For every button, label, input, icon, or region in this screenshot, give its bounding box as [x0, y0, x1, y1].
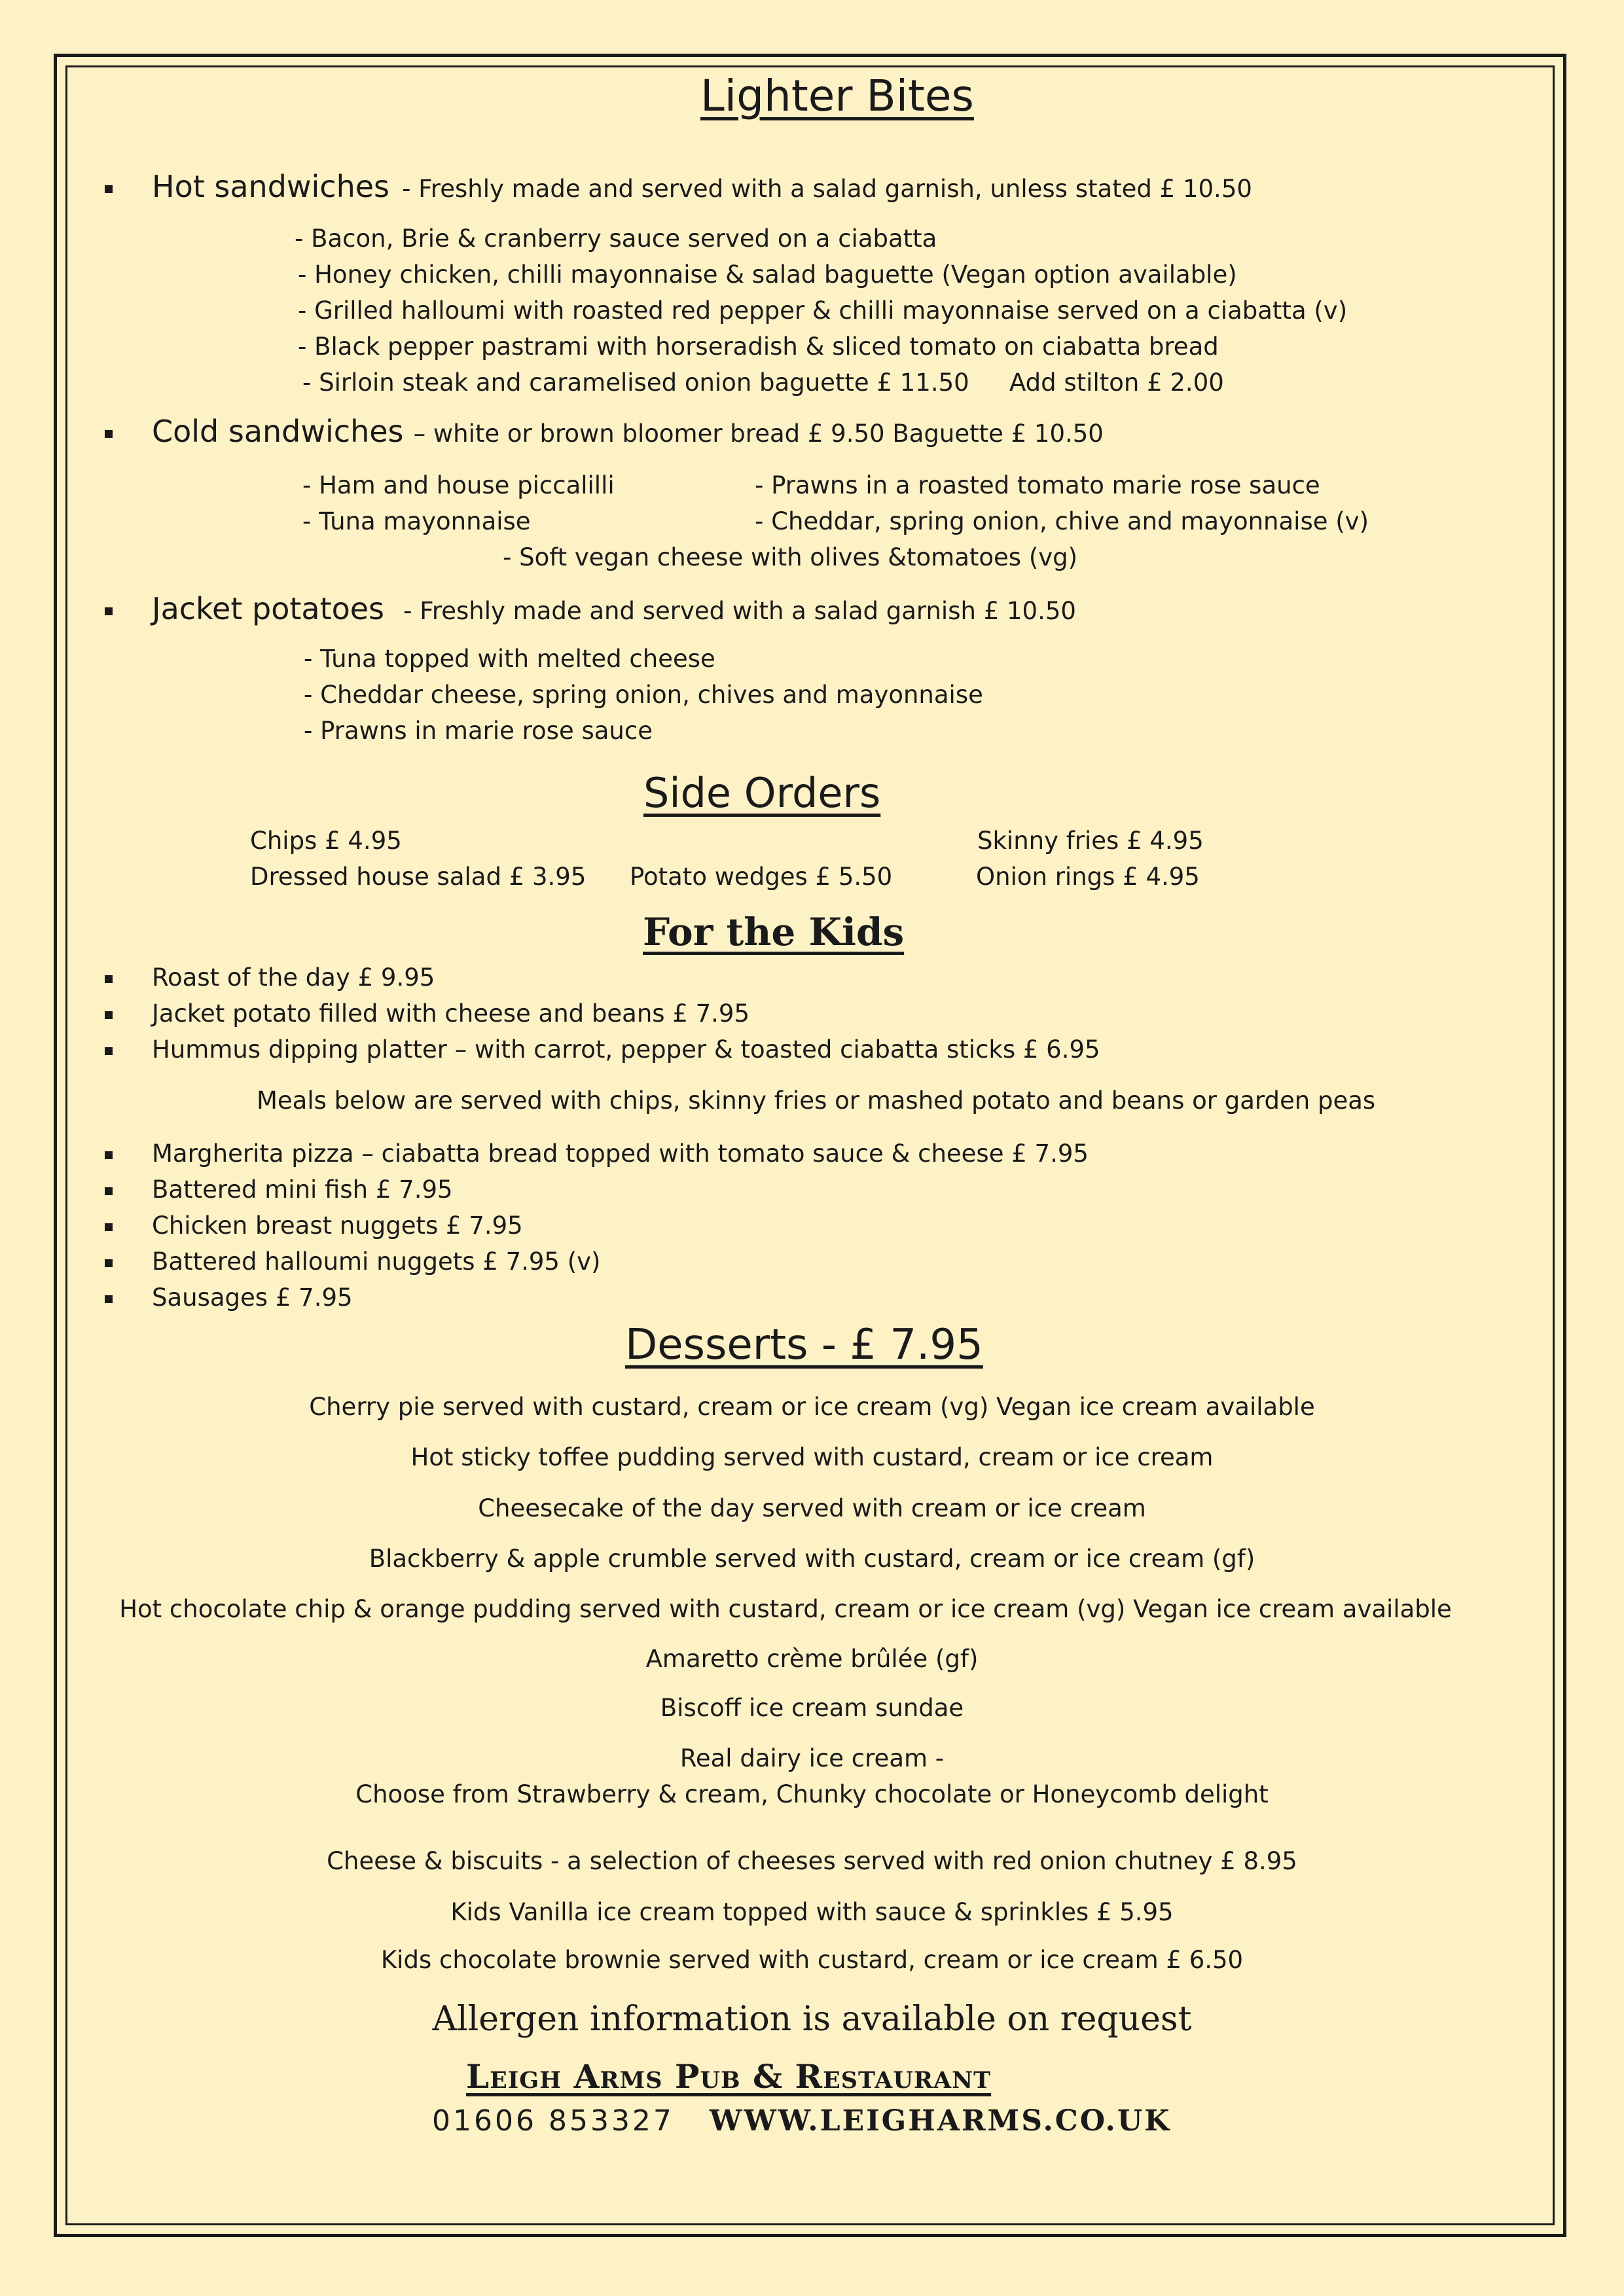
side-orders-heading: Side Orders [643, 769, 881, 817]
kids-item: Jacket potato filled with cheese and beans £ 7.95 [152, 999, 750, 1028]
kids-item: Battered mini fish £ 7.95 [152, 1175, 453, 1204]
dessert-item: Cherry pie served with custard, cream or ice cream (vg) Vegan ice cream available [309, 1393, 1315, 1421]
bullet-icon [105, 185, 113, 193]
dessert-extra: Kids Vanilla ice cream topped with sauce & sprinkles £ 5.95 [450, 1898, 1174, 1926]
side-order-item: Skinny fries £ 4.95 [977, 827, 1204, 855]
kids-item: Sausages £ 7.95 [152, 1283, 353, 1312]
hot-sandwich-item: - Black pepper pastrami with horseradish & sliced tomato on ciabatta bread [298, 332, 1219, 361]
website-link[interactable]: WWW.LEIGHARMS.CO.UK [709, 2104, 1172, 2138]
dessert-item: Cheesecake of the day served with cream or ice cream [478, 1494, 1146, 1522]
jacket-potato-item: - Cheddar cheese, spring onion, chives and mayonnaise [304, 681, 983, 709]
bullet-icon [105, 1295, 113, 1303]
jacket-potatoes-line [152, 591, 1076, 626]
lighter-bites-heading: Lighter Bites [700, 71, 974, 121]
bullet-icon [105, 1047, 113, 1055]
hot-sandwiches-desc: - Freshly made and served with a salad garnish, unless stated £ 10.50 [402, 175, 1252, 203]
bullet-icon [105, 607, 113, 615]
kids-item: Battered halloumi nuggets £ 7.95 (v) [152, 1247, 601, 1276]
side-order-item: Potato wedges £ 5.50 [630, 863, 893, 891]
cold-sandwich-item: - Cheddar, spring onion, chive and mayonnaise (v) [755, 507, 1369, 535]
hot-sandwich-item: - Grilled halloumi with roasted red pepper & chilli mayonnaise served on a ciabatta (v) [298, 296, 1348, 325]
phone-number: 01606 853327 [432, 2104, 674, 2138]
kids-item: Hummus dipping platter – with carrot, pepper & toasted ciabatta sticks £ 6.95 [152, 1035, 1100, 1064]
hot-sandwich-item: - Sirloin steak and caramelised onion baguette £ 11.50 [302, 368, 969, 397]
cold-sandwich-item: - Tuna mayonnaise [302, 507, 531, 535]
bullet-icon [105, 1187, 113, 1195]
bullet-icon [105, 975, 113, 983]
kids-heading: For the Kids [643, 910, 905, 954]
bullet-icon [105, 1223, 113, 1231]
side-order-item: Onion rings £ 4.95 [976, 863, 1200, 891]
cold-sandwiches-line [152, 414, 1104, 449]
bullet-icon [105, 1259, 113, 1267]
dessert-item: Hot sticky toffee pudding served with custard, cream or ice cream [410, 1443, 1214, 1471]
kids-item: Roast of the day £ 9.95 [152, 963, 435, 992]
dessert-item: Choose from Strawberry & cream, Chunky chocolate or Honeycomb delight [355, 1780, 1269, 1808]
jacket-potato-item: - Tuna topped with melted cheese [304, 645, 715, 673]
hot-sandwich-item: - Honey chicken, chilli mayonnaise & salad baguette (Vegan option available) [298, 260, 1237, 289]
cold-sandwich-item: - Prawns in a roasted tomato marie rose sauce [755, 471, 1320, 499]
cold-sandwiches-desc: – white or brown bloomer bread £ 9.50 Baguette £ 10.50 [413, 420, 1104, 448]
allergen-notice: Allergen information is available on request [432, 2000, 1192, 2039]
bullet-icon [105, 430, 113, 438]
stilton-addon: Add stilton £ 2.00 [1009, 368, 1224, 397]
restaurant-name: Leigh Arms Pub & Restaurant [466, 2057, 992, 2096]
dessert-extra: Cheese & biscuits - a selection of cheeses served with red onion chutney £ 8.95 [327, 1847, 1297, 1875]
cold-sandwich-item: - Soft vegan cheese with olives &tomatoes (vg) [503, 543, 1078, 571]
bullet-icon [105, 1151, 113, 1159]
cold-sandwich-item: - Ham and house piccalilli [302, 471, 615, 499]
dessert-item: Hot chocolate chip & orange pudding served with custard, cream or ice cream (vg) Vegan ice cream available [119, 1595, 1452, 1623]
contact-line [432, 2104, 1171, 2138]
kids-meals-note: Meals below are served with chips, skinny fries or mashed potato and beans or garden peas [257, 1086, 1376, 1115]
hot-sandwich-item: - Bacon, Brie & cranberry sauce served on a ciabatta [295, 224, 937, 253]
jacket-potatoes-title: Jacket potatoes [152, 591, 385, 626]
bullet-icon [105, 1011, 113, 1019]
jacket-potato-item: - Prawns in marie rose sauce [304, 717, 653, 745]
side-order-item: Dressed house salad £ 3.95 [250, 863, 586, 891]
kids-item: Chicken breast nuggets £ 7.95 [152, 1211, 523, 1240]
kids-item: Margherita pizza – ciabatta bread topped with tomato sauce & cheese £ 7.95 [152, 1139, 1089, 1168]
desserts-heading: Desserts - £ 7.95 [625, 1321, 983, 1369]
dessert-item: Biscoff ice cream sundae [660, 1694, 964, 1722]
dessert-item: Blackberry & apple crumble served with custard, cream or ice cream (gf) [369, 1545, 1255, 1573]
dessert-item: Amaretto crème brûlée (gf) [645, 1645, 979, 1673]
side-order-item: Chips £ 4.95 [250, 827, 402, 855]
jacket-potatoes-desc: - Freshly made and served with a salad garnish £ 10.50 [403, 597, 1076, 625]
hot-sandwiches-title: Hot sandwiches [152, 169, 390, 204]
hot-sandwiches-line [152, 169, 1252, 204]
dessert-item: Real dairy ice cream - [679, 1744, 945, 1772]
dessert-extra: Kids chocolate brownie served with custard, cream or ice cream £ 6.50 [380, 1946, 1244, 1974]
cold-sandwiches-title: Cold sandwiches [152, 414, 404, 449]
